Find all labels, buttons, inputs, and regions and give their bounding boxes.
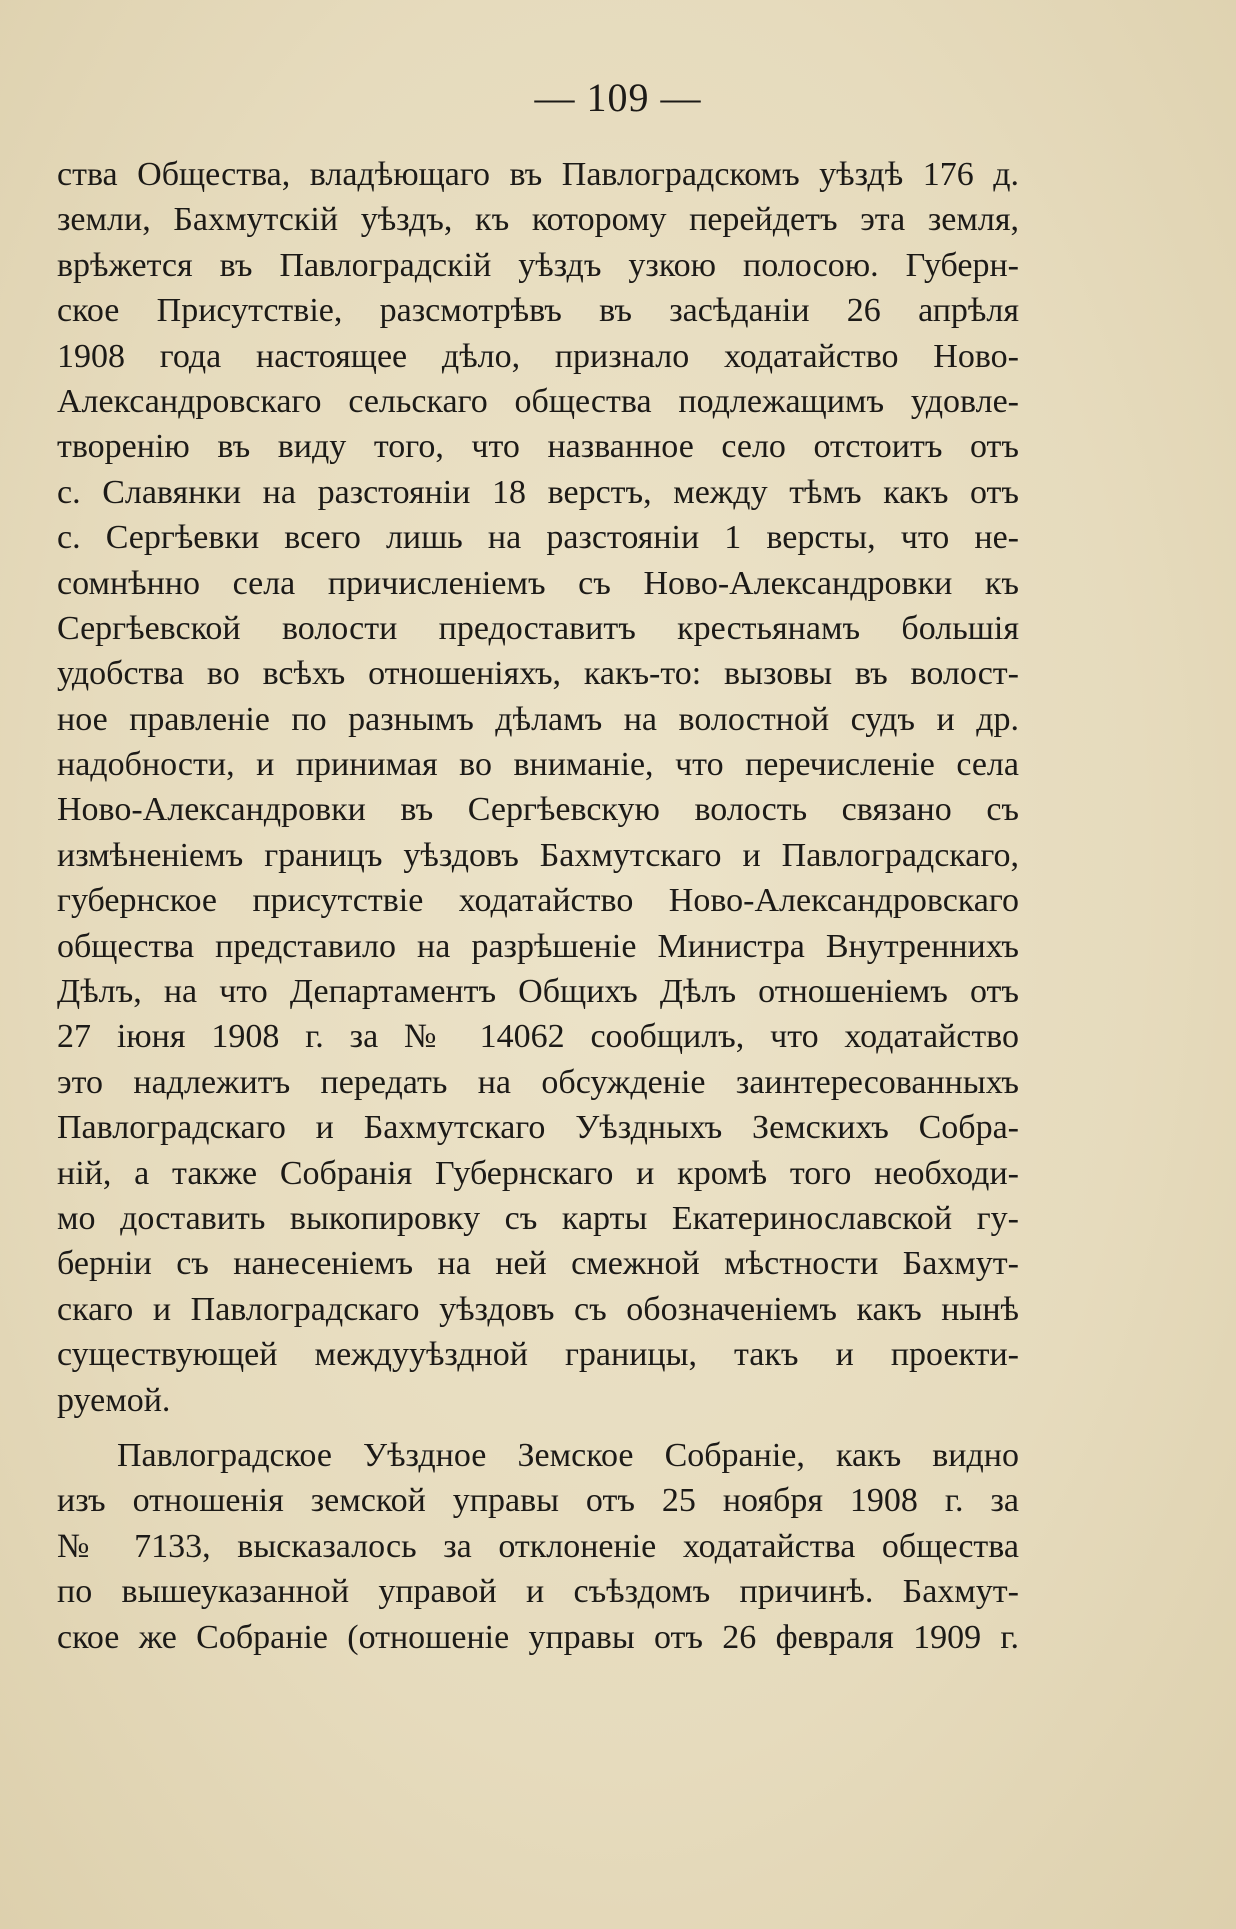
text-line: Ново-Александровки въ Сергѣевскую волость связано съ [57,791,1019,829]
text-line: Александровскаго сельскаго общества подлежащимъ удовле- [57,382,1019,420]
text-line: врѣжется въ Павлоградскій уѣздъ узкою полосою. Губерн- [57,246,1019,284]
text-line: губернское присутствіе ходатайство Ново-Александровскаго [57,882,1019,920]
text-line: скаго и Павлоградскаго уѣздовъ съ обозначеніемъ какъ нынѣ [57,1290,1019,1328]
text-line: 27 іюня 1908 г. за № 14062 сообщилъ, что ходатайство [57,1018,1019,1056]
text-line: это надлежитъ передать на обсужденіе заинтересованныхъ [57,1063,1019,1101]
text-line: общества представило на разрѣшеніе Министра Внутреннихъ [57,927,1019,965]
text-line: ское Присутствіе, разсмотрѣвъ въ засѣданіи 26 апрѣля [57,292,1019,330]
text-line: надобности, и принимая во вниманіе, что перечисленіе села [57,746,1019,784]
text-line: руемой. [57,1381,171,1419]
text-line: изъ отношенія земской управы отъ 25 ноября 1908 г. за [57,1482,1019,1520]
text-line: 1908 года настоящее дѣло, признало ходатайство Ново- [57,337,1019,375]
text-line: с. Сергѣевки всего лишь на разстояніи 1 версты, что не- [57,519,1019,557]
paragraph-2 [57,1433,1019,1660]
paragraph-1 [57,152,1019,1423]
text-line: мо доставить выкопировку съ карты Екатеринославской гу- [57,1199,1019,1237]
text-line: Дѣлъ, на что Департаментъ Общихъ Дѣлъ отношеніемъ отъ [57,973,1019,1011]
text-line: ства Общества, владѣющаго въ Павлоградскомъ уѣздѣ 176 д. [57,156,1019,193]
text-line: сомнѣнно села причисленіемъ съ Ново-Александровки къ [57,564,1019,602]
text-line: творенію въ виду того, что названное село отстоитъ отъ [57,428,1019,466]
text-line: ній, а также Собранія Губернскаго и кромѣ того необходи- [57,1154,1019,1192]
text-line: Павлоградскаго и Бахмутскаго Уѣздныхъ Земскихъ Собра- [57,1109,1019,1147]
text-line: берніи съ нанесеніемъ на ней смежной мѣстности Бахмут- [57,1245,1019,1283]
text-line: с. Славянки на разстояніи 18 верстъ, между тѣмъ какъ отъ [57,473,1019,511]
text-line: Сергѣевской волости предоставитъ крестьянамъ большія [57,609,1019,647]
text-line: по вышеуказанной управой и съѣздомъ причинѣ. Бахмут- [57,1573,1019,1611]
text-line: ное правленіе по разнымъ дѣламъ на волостной судъ и др. [57,700,1019,738]
text-line: удобства во всѣхъ отношеніяхъ, какъ-то: вызовы въ волост- [57,655,1019,693]
paragraph-gap [57,1423,1019,1433]
text-line: земли, Бахмутскій уѣздъ, къ которому перейдетъ эта земля, [57,201,1019,239]
text-line: существующей междууѣздной границы, такъ и проекти- [57,1336,1019,1374]
body-text [57,152,1019,1660]
text-line: Павлоградское Уѣздное Земское Собраніе, какъ видно [117,1436,1019,1474]
text-line: ское же Собраніе (отношеніе управы отъ 26 февраля 1909 г. [57,1618,1019,1656]
text-line: измѣненіемъ границъ уѣздовъ Бахмутскаго и Павлоградскаго, [57,836,1019,874]
page-number: — 109 — [534,75,702,120]
text-line: № 7133, высказалось за отклоненіе ходатайства общества [57,1527,1019,1565]
